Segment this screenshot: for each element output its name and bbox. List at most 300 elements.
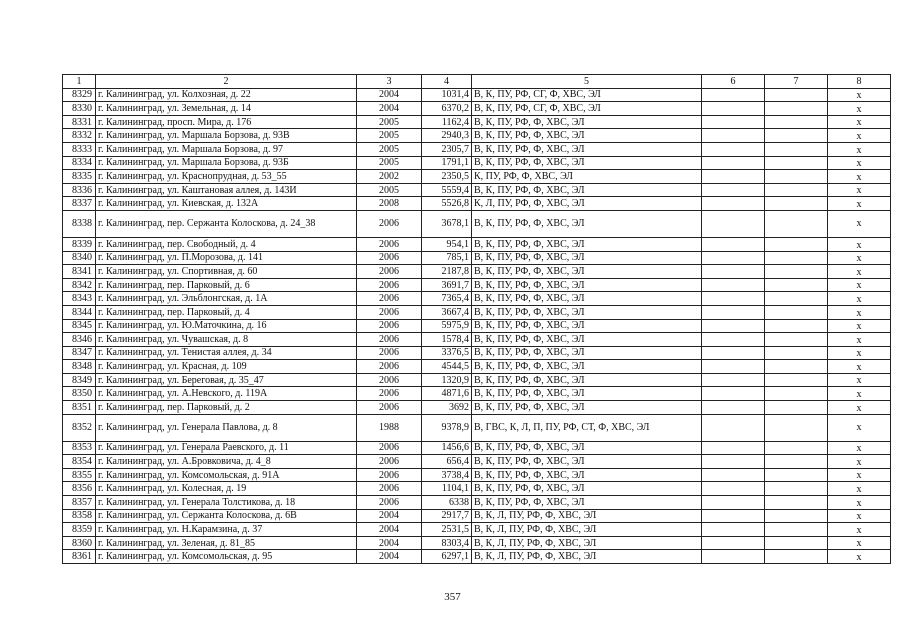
row-year: 2006 — [357, 251, 422, 265]
row-col-8: х — [828, 523, 891, 537]
row-number: 8330 — [63, 102, 96, 116]
row-address: г. Калининград, ул. Спортивная, д. 60 — [96, 265, 357, 279]
row-address: г. Калининград, ул. Тенистая аллея, д. 34 — [96, 346, 357, 360]
row-address: г. Калининград, просп. Мира, д. 176 — [96, 115, 357, 129]
row-col-7 — [765, 197, 828, 211]
row-col-8: х — [828, 346, 891, 360]
row-address: г. Калининград, ул. Комсомольская, д. 91А — [96, 468, 357, 482]
row-area: 2917,7 — [422, 509, 472, 523]
row-col-7 — [765, 333, 828, 347]
row-col-8: х — [828, 360, 891, 374]
row-year: 2006 — [357, 441, 422, 455]
row-col-8: х — [828, 88, 891, 102]
row-year: 2006 — [357, 482, 422, 496]
table-row — [63, 401, 891, 415]
row-col-7 — [765, 536, 828, 550]
row-col-7 — [765, 455, 828, 469]
row-number: 8361 — [63, 550, 96, 564]
row-col-7 — [765, 360, 828, 374]
row-services: В, К, ПУ, РФ, Ф, ХВС, ЭЛ — [472, 360, 702, 374]
row-year: 2006 — [357, 265, 422, 279]
row-address: г. Калининград, ул. Колхозная, д. 22 — [96, 88, 357, 102]
row-col-8: х — [828, 509, 891, 523]
row-number: 8343 — [63, 292, 96, 306]
row-area: 1104,1 — [422, 482, 472, 496]
row-number: 8352 — [63, 414, 96, 441]
row-col-8: х — [828, 278, 891, 292]
row-address: г. Калининград, пер. Парковый, д. 2 — [96, 401, 357, 415]
header-col-1: 1 — [63, 75, 96, 89]
row-services: В, К, ПУ, РФ, Ф, ХВС, ЭЛ — [472, 333, 702, 347]
row-area: 4544,5 — [422, 360, 472, 374]
row-services: В, К, ПУ, РФ, Ф, ХВС, ЭЛ — [472, 278, 702, 292]
row-col-8: х — [828, 292, 891, 306]
row-col-8: х — [828, 455, 891, 469]
row-year: 2006 — [357, 373, 422, 387]
row-number: 8342 — [63, 278, 96, 292]
row-col-8: х — [828, 115, 891, 129]
row-address: г. Калининград, ул. П.Морозова, д. 141 — [96, 251, 357, 265]
row-address: г. Калининград, ул. Береговая, д. 35_47 — [96, 373, 357, 387]
row-col-7 — [765, 373, 828, 387]
table-row — [63, 170, 891, 184]
table-header-row — [63, 75, 891, 89]
header-col-3: 3 — [357, 75, 422, 89]
row-address: г. Калининград, пер. Парковый, д. 4 — [96, 305, 357, 319]
row-col-8: х — [828, 305, 891, 319]
row-address: г. Калининград, ул. Генерала Павлова, д. 8 — [96, 414, 357, 441]
row-col-8: х — [828, 550, 891, 564]
row-services: В, К, ПУ, РФ, Ф, ХВС, ЭЛ — [472, 129, 702, 143]
row-col-7 — [765, 441, 828, 455]
row-col-8: х — [828, 333, 891, 347]
row-col-6 — [702, 550, 765, 564]
row-address: г. Калининград, ул. Зеленая, д. 81_85 — [96, 536, 357, 550]
table-row — [63, 319, 891, 333]
row-number: 8346 — [63, 333, 96, 347]
row-col-8: х — [828, 251, 891, 265]
row-year: 2006 — [357, 496, 422, 510]
row-col-6 — [702, 373, 765, 387]
row-year: 2006 — [357, 387, 422, 401]
row-area: 954,1 — [422, 237, 472, 251]
table-row — [63, 265, 891, 279]
row-address: г. Калининград, ул. Генерала Раевского, д. 11 — [96, 441, 357, 455]
row-col-7 — [765, 414, 828, 441]
table-body — [63, 88, 891, 563]
row-address: г. Калининград, ул. Ю.Маточкина, д. 16 — [96, 319, 357, 333]
row-services: В, К, ПУ, РФ, Ф, ХВС, ЭЛ — [472, 496, 702, 510]
row-area: 3691,7 — [422, 278, 472, 292]
row-services: К, Л, ПУ, РФ, Ф, ХВС, ЭЛ — [472, 197, 702, 211]
row-year: 1988 — [357, 414, 422, 441]
row-col-6 — [702, 536, 765, 550]
row-year: 2006 — [357, 237, 422, 251]
row-number: 8344 — [63, 305, 96, 319]
row-col-6 — [702, 170, 765, 184]
row-year: 2006 — [357, 455, 422, 469]
row-year: 2002 — [357, 170, 422, 184]
row-year: 2006 — [357, 278, 422, 292]
row-services: В, К, ПУ, РФ, СГ, Ф, ХВС, ЭЛ — [472, 102, 702, 116]
row-area: 1791,1 — [422, 156, 472, 170]
row-year: 2006 — [357, 305, 422, 319]
row-col-7 — [765, 237, 828, 251]
row-services: В, К, ПУ, РФ, Ф, ХВС, ЭЛ — [472, 346, 702, 360]
row-year: 2006 — [357, 346, 422, 360]
row-year: 2004 — [357, 536, 422, 550]
row-number: 8340 — [63, 251, 96, 265]
row-number: 8331 — [63, 115, 96, 129]
row-number: 8333 — [63, 142, 96, 156]
row-area: 3678,1 — [422, 210, 472, 237]
table-row — [63, 292, 891, 306]
row-col-7 — [765, 129, 828, 143]
row-col-6 — [702, 482, 765, 496]
row-col-8: х — [828, 170, 891, 184]
row-year: 2006 — [357, 210, 422, 237]
row-number: 8341 — [63, 265, 96, 279]
row-area: 1031,4 — [422, 88, 472, 102]
row-col-8: х — [828, 183, 891, 197]
table-row — [63, 102, 891, 116]
row-number: 8358 — [63, 509, 96, 523]
table-row — [63, 305, 891, 319]
row-number: 8335 — [63, 170, 96, 184]
row-address: г. Калининград, ул. Комсомольская, д. 95 — [96, 550, 357, 564]
row-services: В, К, ПУ, РФ, Ф, ХВС, ЭЛ — [472, 210, 702, 237]
row-year: 2006 — [357, 319, 422, 333]
table-row — [63, 237, 891, 251]
row-area: 5975,9 — [422, 319, 472, 333]
row-col-7 — [765, 156, 828, 170]
row-col-8: х — [828, 536, 891, 550]
table-row — [63, 88, 891, 102]
row-col-7 — [765, 115, 828, 129]
row-address: г. Калининград, ул. Чувашская, д. 8 — [96, 333, 357, 347]
row-area: 6297,1 — [422, 550, 472, 564]
row-col-7 — [765, 170, 828, 184]
row-year: 2006 — [357, 292, 422, 306]
row-col-7 — [765, 305, 828, 319]
row-year: 2004 — [357, 102, 422, 116]
row-year: 2006 — [357, 333, 422, 347]
table-row — [63, 142, 891, 156]
row-area: 1578,4 — [422, 333, 472, 347]
row-col-8: х — [828, 129, 891, 143]
table-row — [63, 183, 891, 197]
row-number: 8329 — [63, 88, 96, 102]
row-col-8: х — [828, 265, 891, 279]
row-services: В, К, Л, ПУ, РФ, Ф, ХВС, ЭЛ — [472, 509, 702, 523]
row-col-6 — [702, 278, 765, 292]
row-col-6 — [702, 142, 765, 156]
table-row — [63, 210, 891, 237]
row-col-7 — [765, 183, 828, 197]
row-area: 1456,6 — [422, 441, 472, 455]
row-area: 1162,4 — [422, 115, 472, 129]
row-col-8: х — [828, 468, 891, 482]
row-col-7 — [765, 482, 828, 496]
row-year: 2008 — [357, 197, 422, 211]
row-area: 3667,4 — [422, 305, 472, 319]
row-col-6 — [702, 319, 765, 333]
row-year: 2005 — [357, 183, 422, 197]
row-number: 8339 — [63, 237, 96, 251]
row-area: 785,1 — [422, 251, 472, 265]
row-col-6 — [702, 88, 765, 102]
row-number: 8350 — [63, 387, 96, 401]
row-col-7 — [765, 210, 828, 237]
row-number: 8356 — [63, 482, 96, 496]
row-address: г. Калининград, ул. Колесная, д. 19 — [96, 482, 357, 496]
row-col-6 — [702, 237, 765, 251]
header-col-2: 2 — [96, 75, 357, 89]
row-number: 8359 — [63, 523, 96, 537]
row-col-8: х — [828, 441, 891, 455]
row-area: 7365,4 — [422, 292, 472, 306]
registry-table — [62, 74, 891, 564]
row-address: г. Калининград, ул. Красная, д. 109 — [96, 360, 357, 374]
row-number: 8334 — [63, 156, 96, 170]
row-services: В, К, ПУ, РФ, Ф, ХВС, ЭЛ — [472, 482, 702, 496]
row-year: 2004 — [357, 88, 422, 102]
row-services: В, К, ПУ, РФ, Ф, ХВС, ЭЛ — [472, 373, 702, 387]
row-services: В, К, ПУ, РФ, Ф, ХВС, ЭЛ — [472, 468, 702, 482]
row-col-6 — [702, 509, 765, 523]
row-year: 2005 — [357, 142, 422, 156]
row-area: 656,4 — [422, 455, 472, 469]
row-year: 2005 — [357, 156, 422, 170]
header-col-5: 5 — [472, 75, 702, 89]
row-area: 3692 — [422, 401, 472, 415]
row-address: г. Калининград, ул. А.Невского, д. 119А — [96, 387, 357, 401]
row-services: В, К, Л, ПУ, РФ, Ф, ХВС, ЭЛ — [472, 536, 702, 550]
row-services: В, К, ПУ, РФ, Ф, ХВС, ЭЛ — [472, 387, 702, 401]
row-address: г. Калининград, ул. Эльблонгская, д. 1А — [96, 292, 357, 306]
row-col-7 — [765, 346, 828, 360]
table-row — [63, 387, 891, 401]
header-col-7: 7 — [765, 75, 828, 89]
row-area: 2350,5 — [422, 170, 472, 184]
row-col-8: х — [828, 142, 891, 156]
table-row — [63, 455, 891, 469]
row-address: г. Калининград, ул. Сержанта Колоскова, д. 6В — [96, 509, 357, 523]
row-col-8: х — [828, 414, 891, 441]
row-address: г. Калининград, ул. Краснопрудная, д. 53_55 — [96, 170, 357, 184]
row-col-6 — [702, 251, 765, 265]
row-address: г. Калининград, ул. Киевская, д. 132А — [96, 197, 357, 211]
row-year: 2006 — [357, 401, 422, 415]
row-number: 8351 — [63, 401, 96, 415]
header-col-4: 4 — [422, 75, 472, 89]
row-services: В, К, ПУ, РФ, Ф, ХВС, ЭЛ — [472, 183, 702, 197]
row-col-6 — [702, 156, 765, 170]
row-services: В, ГВС, К, Л, П, ПУ, РФ, СТ, Ф, ХВС, ЭЛ — [472, 414, 702, 441]
row-address: г. Калининград, ул. Маршала Борзова, д. 93Б — [96, 156, 357, 170]
row-col-8: х — [828, 496, 891, 510]
row-area: 6338 — [422, 496, 472, 510]
row-col-8: х — [828, 197, 891, 211]
row-services: В, К, Л, ПУ, РФ, Ф, ХВС, ЭЛ — [472, 550, 702, 564]
table-row — [63, 278, 891, 292]
row-address: г. Калининград, пер. Парковый, д. 6 — [96, 278, 357, 292]
header-col-6: 6 — [702, 75, 765, 89]
row-address: г. Калининград, ул. Маршала Борзова, д. 93В — [96, 129, 357, 143]
row-number: 8337 — [63, 197, 96, 211]
table-row — [63, 373, 891, 387]
row-col-8: х — [828, 156, 891, 170]
row-services: В, К, ПУ, РФ, Ф, ХВС, ЭЛ — [472, 305, 702, 319]
row-col-8: х — [828, 482, 891, 496]
row-col-7 — [765, 319, 828, 333]
row-col-6 — [702, 102, 765, 116]
row-col-7 — [765, 550, 828, 564]
row-col-7 — [765, 102, 828, 116]
row-services: В, К, ПУ, РФ, Ф, ХВС, ЭЛ — [472, 319, 702, 333]
header-col-8: 8 — [828, 75, 891, 89]
row-area: 2305,7 — [422, 142, 472, 156]
row-area: 5526,8 — [422, 197, 472, 211]
row-number: 8345 — [63, 319, 96, 333]
row-col-7 — [765, 251, 828, 265]
row-col-6 — [702, 333, 765, 347]
row-col-6 — [702, 115, 765, 129]
row-address: г. Калининград, ул. Земельная, д. 14 — [96, 102, 357, 116]
row-col-7 — [765, 292, 828, 306]
row-area: 8303,4 — [422, 536, 472, 550]
table-row — [63, 129, 891, 143]
row-col-8: х — [828, 210, 891, 237]
row-services: В, К, ПУ, РФ, Ф, ХВС, ЭЛ — [472, 265, 702, 279]
row-col-8: х — [828, 373, 891, 387]
table-row — [63, 550, 891, 564]
table-row — [63, 482, 891, 496]
row-number: 8338 — [63, 210, 96, 237]
table-row — [63, 333, 891, 347]
row-year: 2004 — [357, 550, 422, 564]
table-row — [63, 251, 891, 265]
table-row — [63, 536, 891, 550]
row-area: 1320,9 — [422, 373, 472, 387]
row-col-6 — [702, 129, 765, 143]
row-col-7 — [765, 387, 828, 401]
row-col-6 — [702, 197, 765, 211]
row-number: 8353 — [63, 441, 96, 455]
table-row — [63, 496, 891, 510]
row-services: В, К, ПУ, РФ, Ф, ХВС, ЭЛ — [472, 292, 702, 306]
table-row — [63, 441, 891, 455]
row-col-6 — [702, 401, 765, 415]
row-address: г. Калининград, ул. Генерала Толстикова, д. 18 — [96, 496, 357, 510]
row-col-6 — [702, 292, 765, 306]
table-row — [63, 509, 891, 523]
row-area: 2531,5 — [422, 523, 472, 537]
row-col-7 — [765, 496, 828, 510]
table-row — [63, 156, 891, 170]
row-col-7 — [765, 142, 828, 156]
row-services: В, К, ПУ, РФ, Ф, ХВС, ЭЛ — [472, 251, 702, 265]
row-col-6 — [702, 496, 765, 510]
row-col-6 — [702, 360, 765, 374]
row-area: 3376,5 — [422, 346, 472, 360]
row-number: 8354 — [63, 455, 96, 469]
row-number: 8336 — [63, 183, 96, 197]
row-year: 2005 — [357, 115, 422, 129]
row-col-6 — [702, 523, 765, 537]
row-address: г. Калининград, ул. Н.Карамзина, д. 37 — [96, 523, 357, 537]
row-services: В, К, Л, ПУ, РФ, Ф, ХВС, ЭЛ — [472, 523, 702, 537]
row-area: 5559,4 — [422, 183, 472, 197]
row-address: г. Калининград, пер. Свободный, д. 4 — [96, 237, 357, 251]
row-number: 8348 — [63, 360, 96, 374]
row-col-7 — [765, 265, 828, 279]
row-col-7 — [765, 523, 828, 537]
row-area: 6370,2 — [422, 102, 472, 116]
row-year: 2004 — [357, 523, 422, 537]
row-col-6 — [702, 183, 765, 197]
row-col-6 — [702, 441, 765, 455]
row-year: 2006 — [357, 360, 422, 374]
row-address: г. Калининград, ул. Каштановая аллея, д. 143И — [96, 183, 357, 197]
row-col-6 — [702, 455, 765, 469]
row-col-8: х — [828, 387, 891, 401]
row-address: г. Калининград, ул. А.Бровковича, д. 4_8 — [96, 455, 357, 469]
row-services: В, К, ПУ, РФ, Ф, ХВС, ЭЛ — [472, 115, 702, 129]
row-col-6 — [702, 210, 765, 237]
table-row — [63, 468, 891, 482]
row-services: В, К, ПУ, РФ, СГ, Ф, ХВС, ЭЛ — [472, 88, 702, 102]
row-services: В, К, ПУ, РФ, Ф, ХВС, ЭЛ — [472, 156, 702, 170]
table-row — [63, 346, 891, 360]
row-col-8: х — [828, 102, 891, 116]
row-area: 2940,3 — [422, 129, 472, 143]
row-area: 9378,9 — [422, 414, 472, 441]
row-col-7 — [765, 88, 828, 102]
row-number: 8349 — [63, 373, 96, 387]
row-year: 2006 — [357, 468, 422, 482]
row-col-6 — [702, 468, 765, 482]
table-row — [63, 115, 891, 129]
row-address: г. Калининград, пер. Сержанта Колоскова, д. 24_38 — [96, 210, 357, 237]
row-col-6 — [702, 265, 765, 279]
row-number: 8360 — [63, 536, 96, 550]
row-col-7 — [765, 468, 828, 482]
table-row — [63, 197, 891, 211]
row-services: В, К, ПУ, РФ, Ф, ХВС, ЭЛ — [472, 455, 702, 469]
row-col-6 — [702, 387, 765, 401]
row-col-8: х — [828, 237, 891, 251]
row-services: В, К, ПУ, РФ, Ф, ХВС, ЭЛ — [472, 142, 702, 156]
row-area: 2187,8 — [422, 265, 472, 279]
table-row — [63, 360, 891, 374]
row-col-8: х — [828, 401, 891, 415]
row-col-6 — [702, 346, 765, 360]
table-row — [63, 414, 891, 441]
row-year: 2004 — [357, 509, 422, 523]
row-services: В, К, ПУ, РФ, Ф, ХВС, ЭЛ — [472, 441, 702, 455]
registry-sheet — [62, 74, 862, 564]
row-col-7 — [765, 278, 828, 292]
table-row — [63, 523, 891, 537]
row-col-8: х — [828, 319, 891, 333]
row-services: К, ПУ, РФ, Ф, ХВС, ЭЛ — [472, 170, 702, 184]
row-col-6 — [702, 305, 765, 319]
row-number: 8332 — [63, 129, 96, 143]
row-number: 8355 — [63, 468, 96, 482]
row-services: В, К, ПУ, РФ, Ф, ХВС, ЭЛ — [472, 401, 702, 415]
row-area: 4871,6 — [422, 387, 472, 401]
